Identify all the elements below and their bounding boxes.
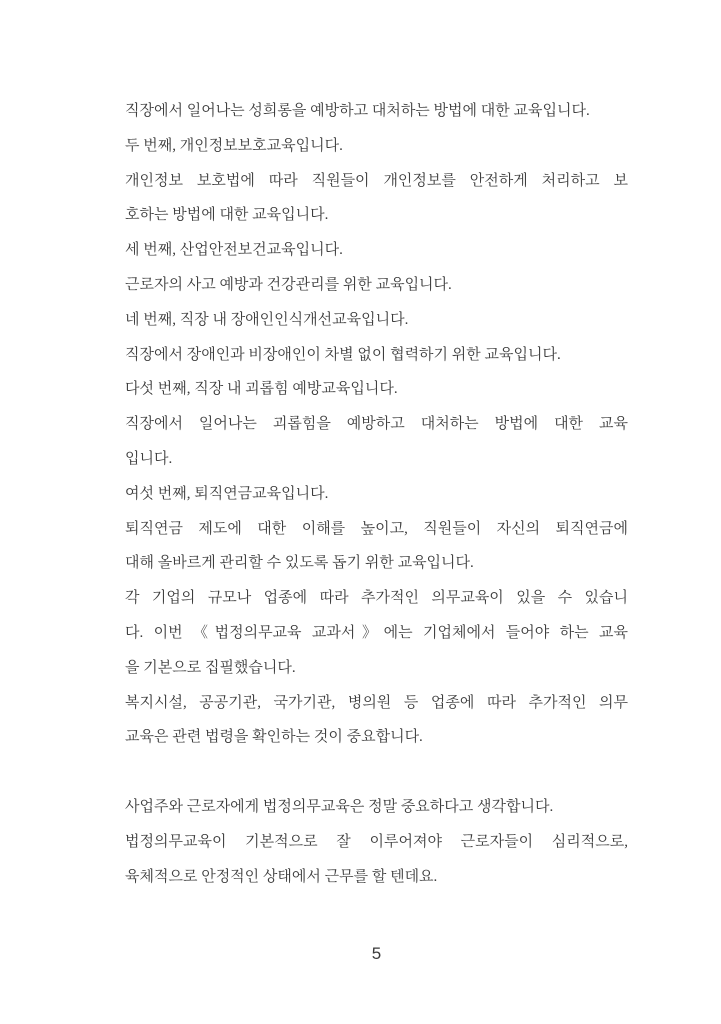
text-line: 개인정보 보호법에 따라 직원들이 개인정보를 안전하게 처리하고 보	[125, 172, 628, 189]
text-line: 을 기본으로 집필했습니다.	[125, 659, 296, 676]
text-line: 퇴직연금 제도에 대한 이해를 높이고, 직원들이 자신의 퇴직연금에	[125, 520, 628, 537]
text-line: 직장에서 장애인과 비장애인이 차별 없이 협력하기 위한 교육입니다.	[125, 346, 561, 363]
text-line: 교육은 관련 법령을 확인하는 것이 중요합니다.	[125, 729, 423, 746]
page-number: 5	[371, 944, 382, 963]
text-line: 두 번째, 개인정보보호교육입니다.	[125, 137, 343, 154]
text-line: 입니다.	[125, 450, 173, 467]
text-line: 직장에서 일어나는 성희롱을 예방하고 대처하는 방법에 대한 교육입니다.	[125, 103, 590, 119]
text-line: 대해 올바르게 관리할 수 있도록 돕기 위한 교육입니다.	[125, 555, 474, 572]
text-line: 직장에서 일어나는 괴롭힘을 예방하고 대처하는 방법에 대한 교육	[125, 416, 628, 433]
text-line: 각 기업의 규모나 업종에 따라 추가적인 의무교육이 있을 수 있습니	[125, 590, 628, 607]
paragraph-spacer	[125, 755, 628, 790]
text-line: 호하는 방법에 대한 교육입니다.	[125, 207, 329, 224]
text-line: 사업주와 근로자에게 법정의무교육은 정말 중요하다고 생각합니다.	[125, 798, 554, 815]
text-line: 복지시설, 공공기관, 국가기관, 병의원 등 업종에 따라 추가적인 의무	[125, 694, 628, 711]
text-line: 다섯 번째, 직장 내 괴롭힘 예방교육입니다.	[125, 381, 398, 398]
text-line: 세 번째, 산업안전보건교육입니다.	[125, 242, 343, 259]
body-text-block	[125, 94, 628, 894]
text-line: 다. 이번 《법정의무교육 교과서》에는 기업체에서 들어야 하는 교육	[125, 624, 628, 641]
text-line: 법정의무교육이 기본적으로 잘 이루어져야 근로자들이 심리적으로,	[125, 833, 628, 850]
text-line: 근로자의 사고 예방과 건강관리를 위한 교육입니다.	[125, 276, 452, 293]
text-line: 네 번째, 직장 내 장애인인식개선교육입니다.	[125, 311, 409, 328]
text-line: 여섯 번째, 퇴직연금교육입니다.	[125, 485, 329, 502]
text-line: 육체적으로 안정적인 상태에서 근무를 할 텐데요.	[125, 868, 438, 885]
